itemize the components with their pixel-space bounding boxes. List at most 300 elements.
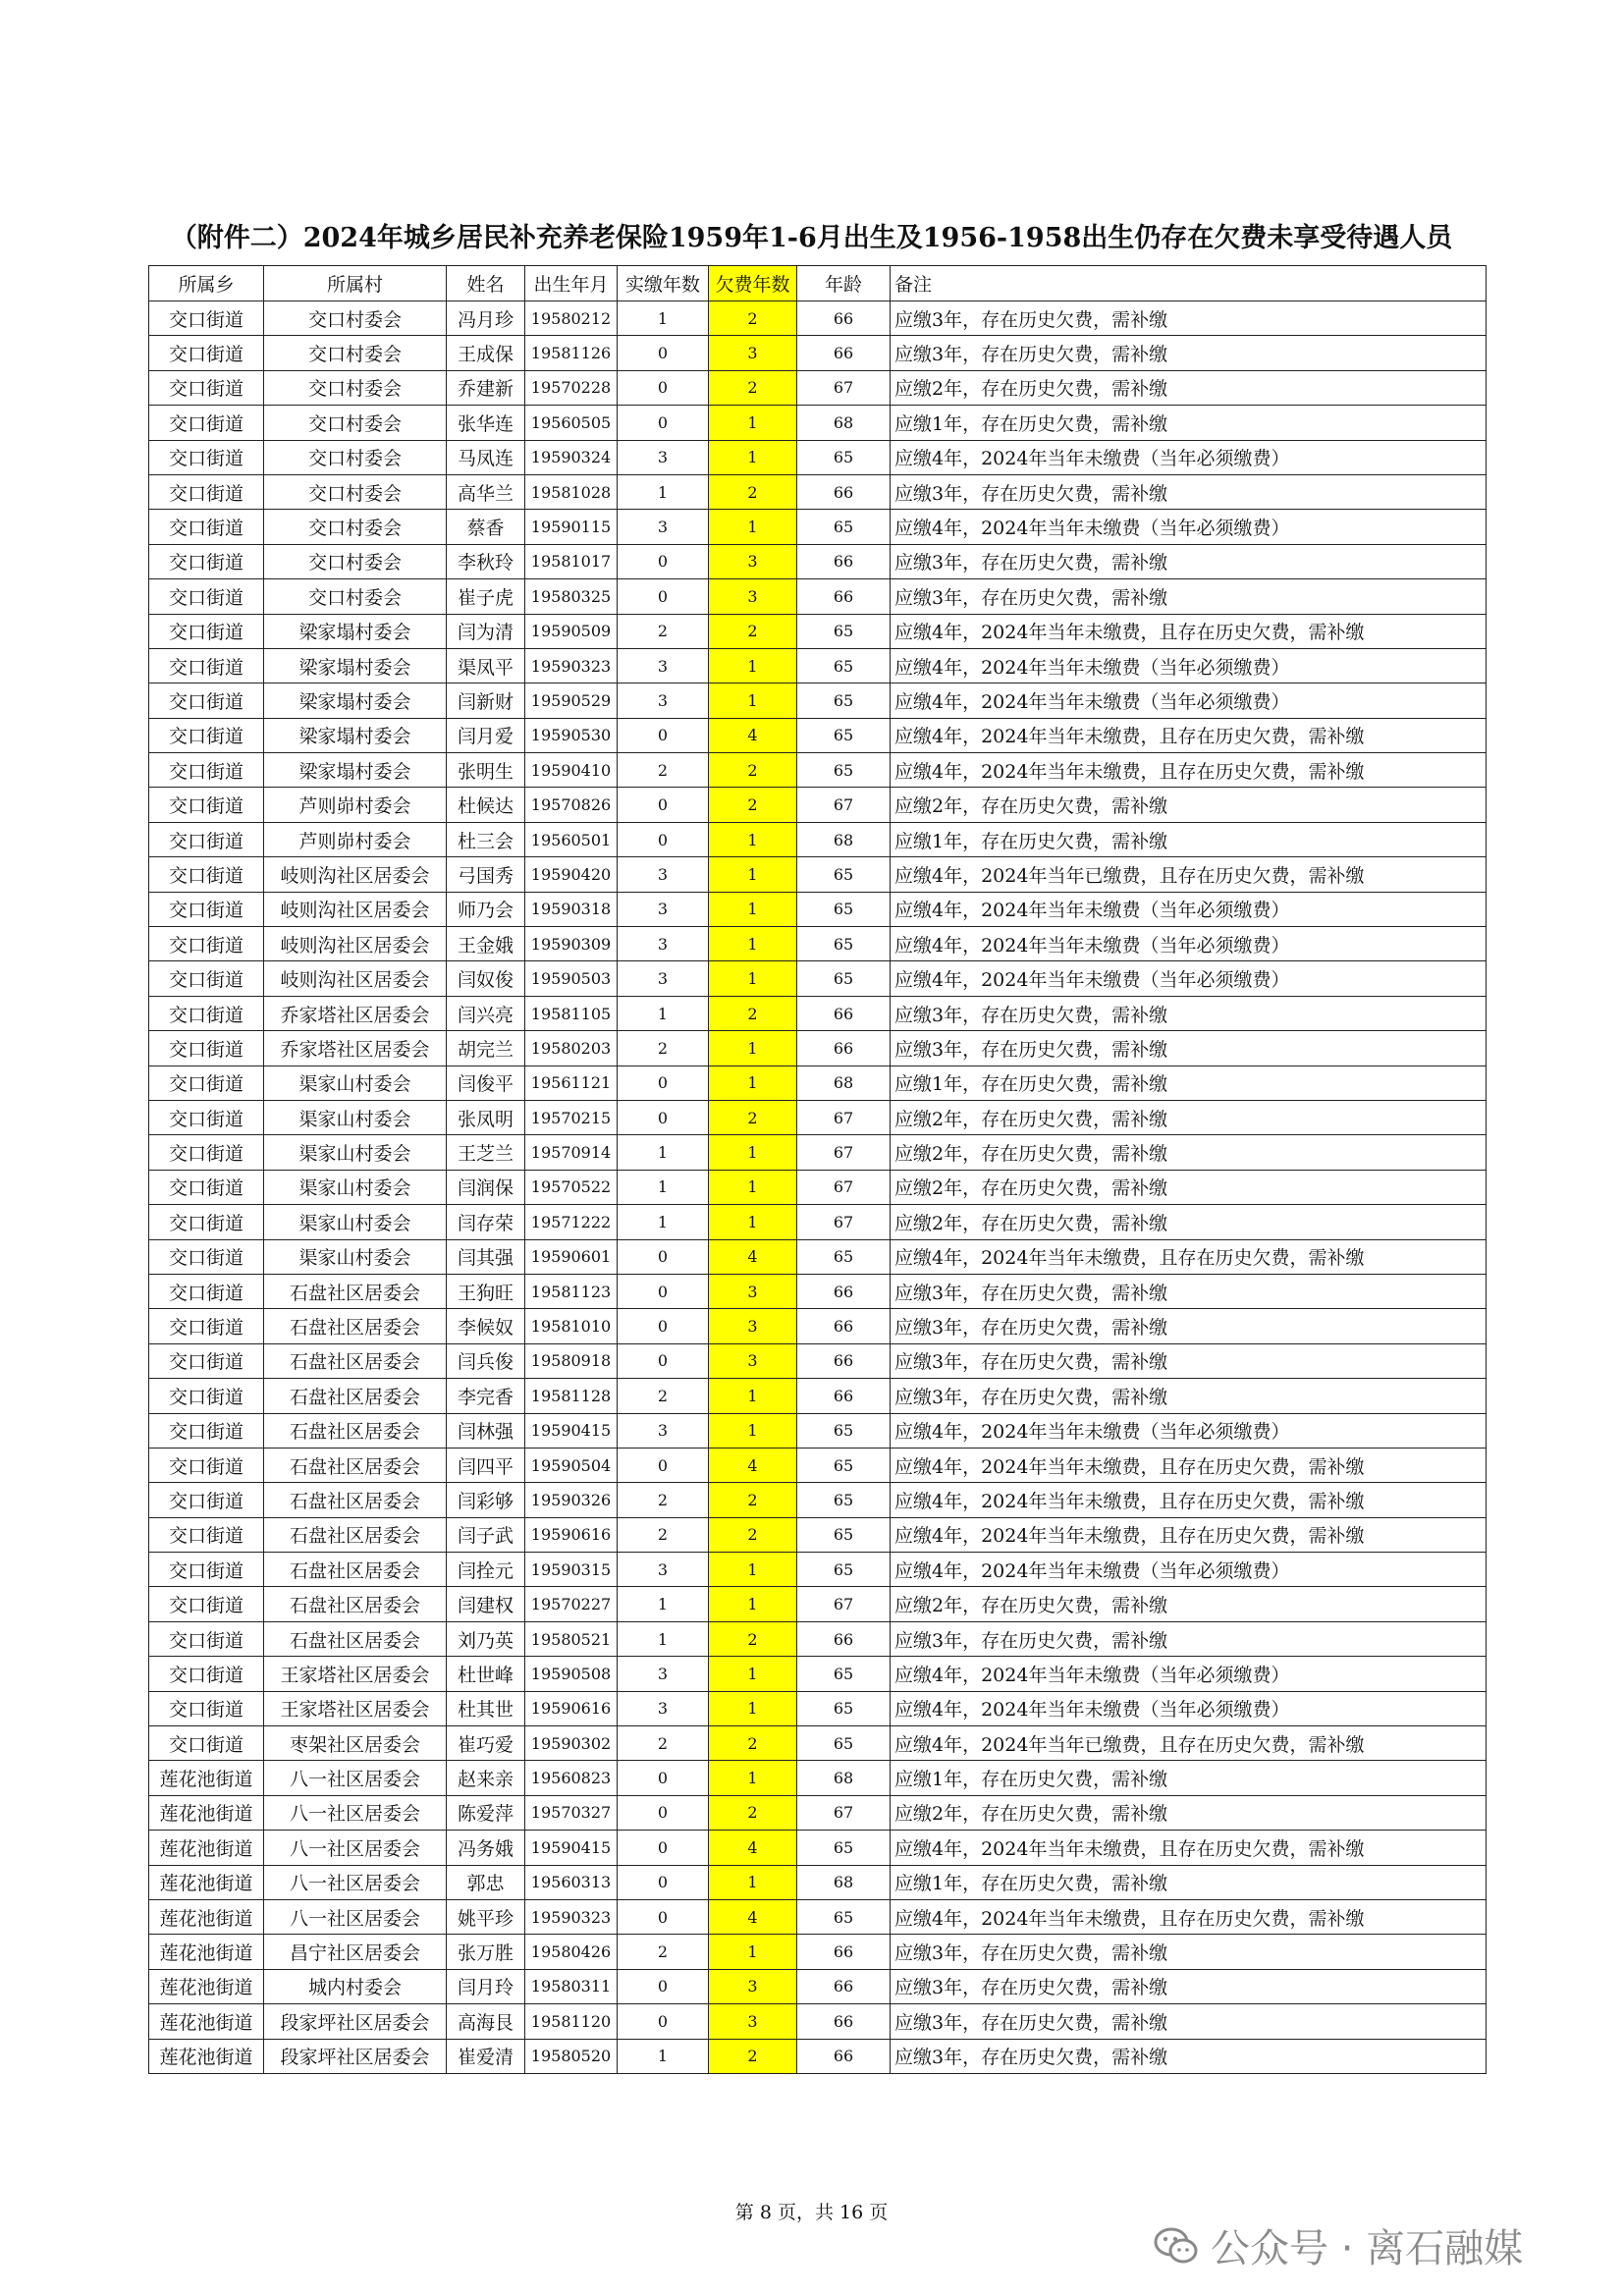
owed-years-cell: 3 (709, 1969, 797, 2003)
table-row (149, 1517, 1487, 1552)
remarks-cell: 应缴4年，2024年当年未缴费（当年必须缴费） (891, 683, 1487, 718)
age-cell: 66 (797, 1969, 891, 2003)
remarks-cell: 应缴3年，存在历史欠费，需补缴 (891, 2004, 1487, 2039)
township-cell: 交口街道 (149, 1031, 264, 1066)
name-cell: 杜候达 (447, 788, 525, 822)
column-header-paid-years: 实缴年数 (618, 266, 709, 301)
township-cell: 莲花池街道 (149, 1761, 264, 1795)
township-cell: 交口街道 (149, 1239, 264, 1274)
township-cell: 莲花池街道 (149, 1969, 264, 2003)
village-cell: 段家坪社区居委会 (264, 2004, 447, 2039)
name-cell: 李候奴 (447, 1309, 525, 1343)
table-row (149, 1865, 1487, 1899)
paid-years-cell: 0 (618, 406, 709, 440)
name-cell: 赵来亲 (447, 1761, 525, 1795)
table-row (149, 822, 1487, 856)
remarks-cell: 应缴4年，2024年当年未缴费，且存在历史欠费，需补缴 (891, 1899, 1487, 1934)
village-cell: 段家坪社区居委会 (264, 2039, 447, 2073)
name-cell: 闫俊平 (447, 1066, 525, 1100)
owed-years-cell: 1 (709, 683, 797, 718)
township-cell: 交口街道 (149, 1379, 264, 1413)
township-cell: 交口街道 (149, 1726, 264, 1761)
township-cell: 莲花池街道 (149, 1831, 264, 1865)
remarks-cell: 应缴3年，存在历史欠费，需补缴 (891, 1969, 1487, 2003)
table-row (149, 788, 1487, 822)
table-row (149, 579, 1487, 614)
remarks-cell: 应缴4年，2024年当年未缴费，且存在历史欠费，需补缴 (891, 1448, 1487, 1482)
remarks-cell: 应缴4年，2024年当年已缴费，且存在历史欠费，需补缴 (891, 857, 1487, 892)
owed-years-cell: 1 (709, 1691, 797, 1725)
name-cell: 闫润保 (447, 1170, 525, 1204)
remarks-cell: 应缴1年，存在历史欠费，需补缴 (891, 822, 1487, 856)
age-cell: 65 (797, 440, 891, 474)
table-row (149, 927, 1487, 961)
village-cell: 交口村委会 (264, 406, 447, 440)
owed-years-cell: 2 (709, 474, 797, 509)
name-cell: 高海艮 (447, 2004, 525, 2039)
remarks-cell: 应缴3年，存在历史欠费，需补缴 (891, 336, 1487, 370)
paid-years-cell: 0 (618, 1239, 709, 1274)
birth-date-cell: 19590326 (525, 1483, 618, 1517)
paid-years-cell: 0 (618, 336, 709, 370)
township-cell: 交口街道 (149, 1066, 264, 1100)
table-row (149, 1239, 1487, 1274)
name-cell: 闫月玲 (447, 1969, 525, 2003)
age-cell: 66 (797, 579, 891, 614)
owed-years-cell: 1 (709, 961, 797, 996)
birth-date-cell: 19590410 (525, 753, 618, 788)
village-cell: 渠家山村委会 (264, 1135, 447, 1170)
table-row (149, 1761, 1487, 1795)
remarks-cell: 应缴4年，2024年当年未缴费，且存在历史欠费，需补缴 (891, 614, 1487, 648)
name-cell: 陈爱萍 (447, 1795, 525, 1830)
village-cell: 乔家塔社区居委会 (264, 1031, 447, 1066)
table-row (149, 1135, 1487, 1170)
birth-date-cell: 19590616 (525, 1517, 618, 1552)
page-title: （附件二）2024年城乡居民补充养老保险1959年1-6月出生及1956-1958出生仍存在欠费未享受待遇人员 (170, 223, 1453, 253)
age-cell: 67 (797, 1135, 891, 1170)
page-footer: 第 8 页，共 16 页 (734, 2202, 889, 2223)
owed-years-cell: 2 (709, 614, 797, 648)
age-cell: 68 (797, 406, 891, 440)
age-cell: 66 (797, 1309, 891, 1343)
age-cell: 68 (797, 1761, 891, 1795)
age-cell: 65 (797, 753, 891, 788)
remarks-cell: 应缴1年，存在历史欠费，需补缴 (891, 406, 1487, 440)
birth-date-cell: 19580325 (525, 579, 618, 614)
paid-years-cell: 1 (618, 474, 709, 509)
birth-date-cell: 19590318 (525, 892, 618, 926)
remarks-cell: 应缴4年，2024年当年未缴费，且存在历史欠费，需补缴 (891, 1239, 1487, 1274)
paid-years-cell: 1 (618, 301, 709, 336)
owed-years-cell: 1 (709, 510, 797, 544)
name-cell: 闫彩够 (447, 1483, 525, 1517)
village-cell: 石盘社区居委会 (264, 1448, 447, 1482)
village-cell: 石盘社区居委会 (264, 1379, 447, 1413)
paid-years-cell: 0 (618, 1865, 709, 1899)
owed-years-cell: 1 (709, 1935, 797, 1969)
owed-years-cell: 2 (709, 1621, 797, 1656)
paid-years-cell: 0 (618, 1066, 709, 1100)
paid-years-cell: 0 (618, 718, 709, 752)
township-cell: 交口街道 (149, 1587, 264, 1621)
paid-years-cell: 0 (618, 2004, 709, 2039)
remarks-cell: 应缴1年，存在历史欠费，需补缴 (891, 1865, 1487, 1899)
age-cell: 67 (797, 788, 891, 822)
village-cell: 梁家塌村委会 (264, 718, 447, 752)
owed-years-cell: 4 (709, 1239, 797, 1274)
age-cell: 65 (797, 961, 891, 996)
age-cell: 67 (797, 1205, 891, 1239)
paid-years-cell: 1 (618, 1205, 709, 1239)
table-row (149, 2039, 1487, 2073)
township-cell: 交口街道 (149, 857, 264, 892)
owed-years-cell: 1 (709, 1865, 797, 1899)
village-cell: 八一社区居委会 (264, 1865, 447, 1899)
birth-date-cell: 19570327 (525, 1795, 618, 1830)
age-cell: 65 (797, 1239, 891, 1274)
remarks-cell: 应缴3年，存在历史欠费，需补缴 (891, 1274, 1487, 1308)
paid-years-cell: 1 (618, 2039, 709, 2073)
name-cell: 杜三会 (447, 822, 525, 856)
township-cell: 交口街道 (149, 579, 264, 614)
paid-years-cell: 0 (618, 544, 709, 578)
remarks-cell: 应缴4年，2024年当年未缴费（当年必须缴费） (891, 1553, 1487, 1587)
village-cell: 交口村委会 (264, 301, 447, 336)
age-cell: 65 (797, 1657, 891, 1691)
column-header-village: 所属村 (264, 266, 447, 301)
table-row (149, 683, 1487, 718)
age-cell: 67 (797, 1587, 891, 1621)
remarks-cell: 应缴3年，存在历史欠费，需补缴 (891, 2039, 1487, 2073)
remarks-cell: 应缴3年，存在历史欠费，需补缴 (891, 544, 1487, 578)
age-cell: 65 (797, 1899, 891, 1934)
remarks-cell: 应缴2年，存在历史欠费，需补缴 (891, 1795, 1487, 1830)
township-cell: 交口街道 (149, 474, 264, 509)
village-cell: 石盘社区居委会 (264, 1483, 447, 1517)
owed-years-cell: 1 (709, 1031, 797, 1066)
township-cell: 交口街道 (149, 1170, 264, 1204)
township-cell: 交口街道 (149, 1553, 264, 1587)
owed-years-cell: 1 (709, 440, 797, 474)
name-cell: 乔建新 (447, 370, 525, 405)
remarks-cell: 应缴4年，2024年当年未缴费（当年必须缴费） (891, 1657, 1487, 1691)
table-row (149, 1795, 1487, 1830)
owed-years-cell: 1 (709, 406, 797, 440)
birth-date-cell: 19590323 (525, 648, 618, 683)
remarks-cell: 应缴1年，存在历史欠费，需补缴 (891, 1066, 1487, 1100)
birth-date-cell: 19560505 (525, 406, 618, 440)
table-row (149, 1553, 1487, 1587)
village-cell: 石盘社区居委会 (264, 1517, 447, 1552)
township-cell: 交口街道 (149, 788, 264, 822)
birth-date-cell: 19590530 (525, 718, 618, 752)
township-cell: 交口街道 (149, 1413, 264, 1448)
name-cell: 姚平珍 (447, 1899, 525, 1934)
village-cell: 石盘社区居委会 (264, 1309, 447, 1343)
paid-years-cell: 0 (618, 370, 709, 405)
remarks-cell: 应缴3年，存在历史欠费，需补缴 (891, 1031, 1487, 1066)
village-cell: 枣架社区居委会 (264, 1726, 447, 1761)
owed-years-cell: 4 (709, 1448, 797, 1482)
watermark (1154, 2217, 1523, 2273)
name-cell: 崔爱清 (447, 2039, 525, 2073)
table-row (149, 474, 1487, 509)
paid-years-cell: 2 (618, 1726, 709, 1761)
table-row (149, 1621, 1487, 1656)
birth-date-cell: 19570228 (525, 370, 618, 405)
birth-date-cell: 19590415 (525, 1413, 618, 1448)
township-cell: 交口街道 (149, 1691, 264, 1725)
table-row (149, 961, 1487, 996)
name-cell: 崔巧爱 (447, 1726, 525, 1761)
paid-years-cell: 3 (618, 927, 709, 961)
age-cell: 66 (797, 336, 891, 370)
column-header-owed-years: 欠费年数 (709, 266, 797, 301)
paid-years-cell: 0 (618, 1100, 709, 1134)
age-cell: 67 (797, 1795, 891, 1830)
remarks-cell: 应缴2年，存在历史欠费，需补缴 (891, 1170, 1487, 1204)
village-cell: 王家塔社区居委会 (264, 1657, 447, 1691)
age-cell: 66 (797, 1935, 891, 1969)
birth-date-cell: 19590323 (525, 1899, 618, 1934)
township-cell: 交口街道 (149, 927, 264, 961)
table-row (149, 1899, 1487, 1934)
remarks-cell: 应缴3年，存在历史欠费，需补缴 (891, 996, 1487, 1030)
township-cell: 交口街道 (149, 1343, 264, 1378)
township-cell: 交口街道 (149, 336, 264, 370)
birth-date-cell: 19560501 (525, 822, 618, 856)
table-row (149, 1657, 1487, 1691)
paid-years-cell: 2 (618, 753, 709, 788)
remarks-cell: 应缴2年，存在历史欠费，需补缴 (891, 1205, 1487, 1239)
township-cell: 交口街道 (149, 892, 264, 926)
name-cell: 张华连 (447, 406, 525, 440)
township-cell: 交口街道 (149, 614, 264, 648)
age-cell: 68 (797, 1865, 891, 1899)
village-cell: 交口村委会 (264, 336, 447, 370)
village-cell: 昌宁社区居委会 (264, 1935, 447, 1969)
township-cell: 交口街道 (149, 1448, 264, 1482)
owed-years-cell: 1 (709, 892, 797, 926)
village-cell: 石盘社区居委会 (264, 1274, 447, 1308)
paid-years-cell: 3 (618, 892, 709, 926)
village-cell: 梁家塌村委会 (264, 753, 447, 788)
table-row (149, 1274, 1487, 1308)
remarks-cell: 应缴4年，2024年当年已缴费，且存在历史欠费，需补缴 (891, 1726, 1487, 1761)
name-cell: 王芝兰 (447, 1135, 525, 1170)
birth-date-cell: 19570914 (525, 1135, 618, 1170)
paid-years-cell: 2 (618, 1517, 709, 1552)
birth-date-cell: 19570227 (525, 1587, 618, 1621)
birth-date-cell: 19561121 (525, 1066, 618, 1100)
paid-years-cell: 1 (618, 1170, 709, 1204)
owed-years-cell: 1 (709, 1066, 797, 1100)
paid-years-cell: 0 (618, 788, 709, 822)
village-cell: 渠家山村委会 (264, 1100, 447, 1134)
name-cell: 师乃会 (447, 892, 525, 926)
birth-date-cell: 19580521 (525, 1621, 618, 1656)
name-cell: 张明生 (447, 753, 525, 788)
remarks-cell: 应缴2年，存在历史欠费，需补缴 (891, 1100, 1487, 1134)
township-cell: 交口街道 (149, 1621, 264, 1656)
table-row (149, 1343, 1487, 1378)
owed-years-cell: 1 (709, 1587, 797, 1621)
owed-years-cell: 4 (709, 1831, 797, 1865)
wechat-official-account-icon (1154, 2226, 1199, 2266)
name-cell: 闫建权 (447, 1587, 525, 1621)
name-cell: 闫拴元 (447, 1553, 525, 1587)
birth-date-cell: 19590315 (525, 1553, 618, 1587)
township-cell: 交口街道 (149, 1483, 264, 1517)
remarks-cell: 应缴4年，2024年当年未缴费（当年必须缴费） (891, 961, 1487, 996)
township-cell: 交口街道 (149, 718, 264, 752)
owed-years-cell: 1 (709, 648, 797, 683)
paid-years-cell: 2 (618, 614, 709, 648)
table-row (149, 1691, 1487, 1725)
birth-date-cell: 19590415 (525, 1831, 618, 1865)
age-cell: 65 (797, 1413, 891, 1448)
column-header-age: 年龄 (797, 266, 891, 301)
name-cell: 王狗旺 (447, 1274, 525, 1308)
table-row (149, 1379, 1487, 1413)
table-row (149, 1205, 1487, 1239)
birth-date-cell: 19570826 (525, 788, 618, 822)
age-cell: 65 (797, 1483, 891, 1517)
township-cell: 交口街道 (149, 753, 264, 788)
paid-years-cell: 1 (618, 996, 709, 1030)
table-row (149, 1483, 1487, 1517)
township-cell: 莲花池街道 (149, 2004, 264, 2039)
age-cell: 65 (797, 1553, 891, 1587)
table-row (149, 753, 1487, 788)
village-cell: 八一社区居委会 (264, 1831, 447, 1865)
township-cell: 交口街道 (149, 822, 264, 856)
age-cell: 65 (797, 1726, 891, 1761)
owed-years-cell: 1 (709, 1205, 797, 1239)
village-cell: 交口村委会 (264, 510, 447, 544)
age-cell: 65 (797, 683, 891, 718)
birth-date-cell: 19590309 (525, 927, 618, 961)
paid-years-cell: 0 (618, 1274, 709, 1308)
table-row (149, 440, 1487, 474)
age-cell: 65 (797, 857, 891, 892)
table-row (149, 2004, 1487, 2039)
owed-years-cell: 2 (709, 1795, 797, 1830)
paid-years-cell: 0 (618, 1899, 709, 1934)
paid-years-cell: 3 (618, 510, 709, 544)
village-cell: 八一社区居委会 (264, 1899, 447, 1934)
remarks-cell: 应缴2年，存在历史欠费，需补缴 (891, 370, 1487, 405)
remarks-cell: 应缴4年，2024年当年未缴费（当年必须缴费） (891, 510, 1487, 544)
township-cell: 交口街道 (149, 1309, 264, 1343)
table-row (149, 1969, 1487, 2003)
remarks-cell: 应缴4年，2024年当年未缴费（当年必须缴费） (891, 1691, 1487, 1725)
owed-years-cell: 3 (709, 544, 797, 578)
age-cell: 67 (797, 1100, 891, 1134)
township-cell: 交口街道 (149, 301, 264, 336)
owed-years-cell: 2 (709, 753, 797, 788)
name-cell: 闫新财 (447, 683, 525, 718)
owed-years-cell: 1 (709, 1657, 797, 1691)
paid-years-cell: 0 (618, 579, 709, 614)
township-cell: 交口街道 (149, 1205, 264, 1239)
village-cell: 八一社区居委会 (264, 1761, 447, 1795)
remarks-cell: 应缴2年，存在历史欠费，需补缴 (891, 1587, 1487, 1621)
paid-years-cell: 0 (618, 1969, 709, 2003)
age-cell: 65 (797, 892, 891, 926)
birth-date-cell: 19580426 (525, 1935, 618, 1969)
village-cell: 石盘社区居委会 (264, 1413, 447, 1448)
village-cell: 乔家塔社区居委会 (264, 996, 447, 1030)
township-cell: 交口街道 (149, 1274, 264, 1308)
name-cell: 李完香 (447, 1379, 525, 1413)
paid-years-cell: 3 (618, 1657, 709, 1691)
age-cell: 65 (797, 510, 891, 544)
age-cell: 68 (797, 1066, 891, 1100)
owed-years-cell: 1 (709, 1170, 797, 1204)
paid-years-cell: 0 (618, 1343, 709, 1378)
paid-years-cell: 2 (618, 1031, 709, 1066)
name-cell: 闫其强 (447, 1239, 525, 1274)
birth-date-cell: 19581126 (525, 336, 618, 370)
birth-date-cell: 19581120 (525, 2004, 618, 2039)
birth-date-cell: 19590508 (525, 1657, 618, 1691)
owed-years-cell: 3 (709, 1309, 797, 1343)
remarks-cell: 应缴4年，2024年当年未缴费（当年必须缴费） (891, 892, 1487, 926)
village-cell: 交口村委会 (264, 370, 447, 405)
township-cell: 莲花池街道 (149, 1935, 264, 1969)
name-cell: 王成保 (447, 336, 525, 370)
name-cell: 杜世峰 (447, 1657, 525, 1691)
name-cell: 闫子武 (447, 1517, 525, 1552)
age-cell: 66 (797, 1343, 891, 1378)
township-cell: 交口街道 (149, 1100, 264, 1134)
village-cell: 交口村委会 (264, 579, 447, 614)
township-cell: 莲花池街道 (149, 1795, 264, 1830)
township-cell: 交口街道 (149, 683, 264, 718)
name-cell: 闫存荣 (447, 1205, 525, 1239)
name-cell: 蔡香 (447, 510, 525, 544)
paid-years-cell: 3 (618, 683, 709, 718)
owed-years-cell: 1 (709, 1553, 797, 1587)
column-header-township: 所属乡 (149, 266, 264, 301)
name-cell: 弓国秀 (447, 857, 525, 892)
birth-date-cell: 19590509 (525, 614, 618, 648)
village-cell: 城内村委会 (264, 1969, 447, 2003)
birth-date-cell: 19581010 (525, 1309, 618, 1343)
owed-years-cell: 2 (709, 2039, 797, 2073)
remarks-cell: 应缴4年，2024年当年未缴费，且存在历史欠费，需补缴 (891, 718, 1487, 752)
birth-date-cell: 19560313 (525, 1865, 618, 1899)
remarks-cell: 应缴4年，2024年当年未缴费（当年必须缴费） (891, 440, 1487, 474)
paid-years-cell: 0 (618, 1309, 709, 1343)
village-cell: 岐则沟社区居委会 (264, 857, 447, 892)
table-row (149, 370, 1487, 405)
watermark-text: 公众号 · 离石融媒 (1211, 2226, 1524, 2271)
name-cell: 张凤明 (447, 1100, 525, 1134)
birth-date-cell: 19570215 (525, 1100, 618, 1134)
village-cell: 岐则沟社区居委会 (264, 927, 447, 961)
remarks-cell: 应缴2年，存在历史欠费，需补缴 (891, 1135, 1487, 1170)
owed-years-cell: 3 (709, 1274, 797, 1308)
name-cell: 闫月爱 (447, 718, 525, 752)
village-cell: 石盘社区居委会 (264, 1587, 447, 1621)
birth-date-cell: 19590616 (525, 1691, 618, 1725)
table-row (149, 301, 1487, 336)
name-cell: 闫林强 (447, 1413, 525, 1448)
remarks-cell: 应缴4年，2024年当年未缴费，且存在历史欠费，需补缴 (891, 753, 1487, 788)
